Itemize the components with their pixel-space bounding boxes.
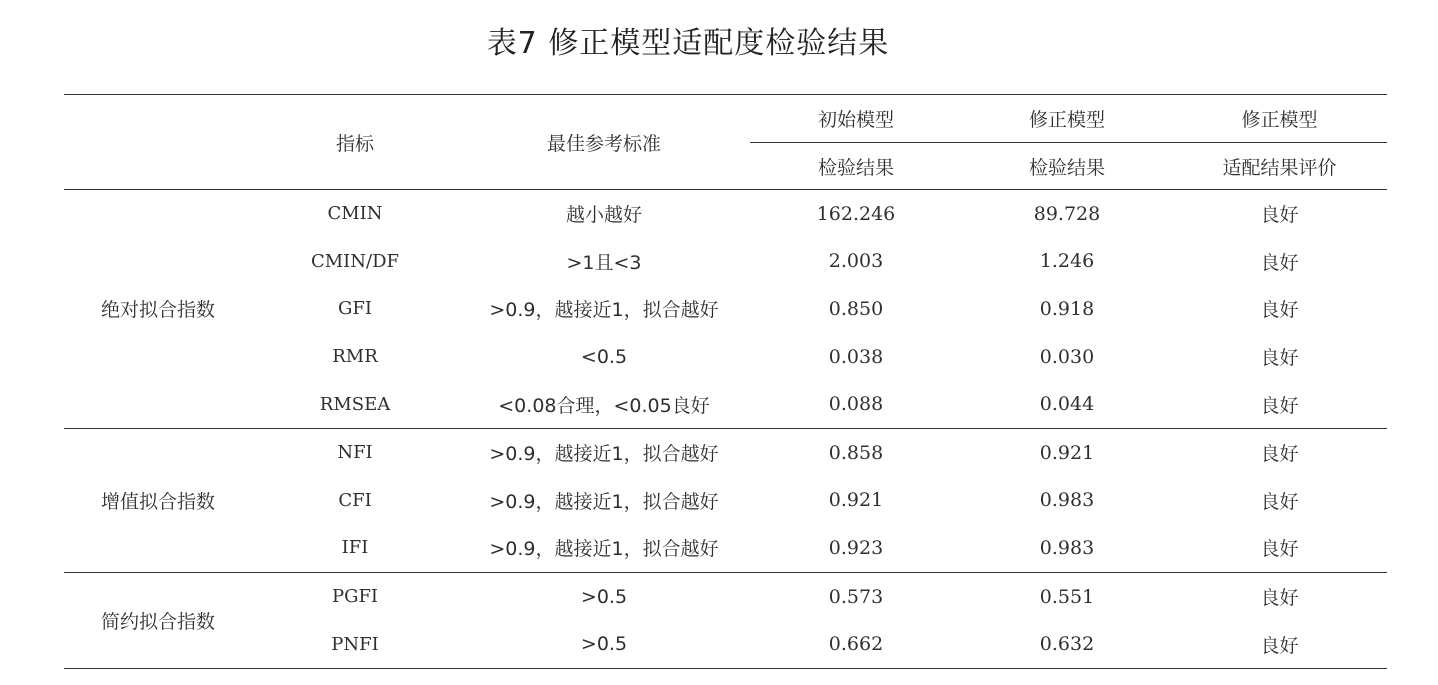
header-initial-bottom: 检验结果 [750, 143, 962, 190]
eval-cell: 良好 [1172, 620, 1387, 668]
revised-cell: 89.728 [1033, 202, 1101, 225]
indicator-cell: CMIN/DF [310, 250, 400, 272]
table-row [64, 238, 1387, 286]
header-revised-top: 修正模型 [962, 95, 1172, 143]
standard-cell: >0.5 [580, 585, 628, 608]
eval-cell: 良好 [1172, 524, 1387, 572]
initial-cell: 0.573 [828, 585, 884, 608]
table-row [64, 190, 1387, 238]
indicator-cell: PGFI [331, 586, 379, 608]
standard-cell: >0.9，越接近1，拟合越好 [489, 443, 719, 466]
standard-cell: <0.08合理，<0.05良好 [458, 380, 750, 428]
indicator-cell: CMIN [327, 203, 383, 225]
group-parsimony [64, 572, 1387, 668]
header-initial-top: 初始模型 [750, 95, 962, 143]
initial-cell: 0.858 [828, 441, 884, 464]
header-eval-top: 修正模型 [1172, 95, 1387, 143]
eval-cell: 良好 [1260, 443, 1299, 466]
table-header [64, 95, 1387, 190]
revised-cell: 0.983 [962, 524, 1172, 572]
revised-cell: 0.030 [1039, 345, 1095, 368]
standard-cell: >0.9，越接近1，拟合越好 [489, 490, 719, 513]
initial-cell: 0.923 [750, 524, 962, 572]
group-absolute [64, 190, 1387, 429]
eval-cell: 良好 [1260, 204, 1299, 227]
eval-cell: 良好 [1260, 299, 1299, 322]
initial-cell: 0.038 [828, 345, 884, 368]
fit-results-table [64, 94, 1387, 669]
table-row [64, 477, 1387, 525]
initial-cell: 0.921 [828, 489, 884, 512]
revised-cell: 0.918 [1039, 297, 1095, 320]
revised-cell: 1.246 [1039, 250, 1095, 273]
initial-cell: 0.850 [828, 297, 884, 320]
eval-cell: 良好 [1260, 347, 1299, 370]
group-incremental [64, 428, 1387, 572]
table-row [64, 620, 1387, 668]
eval-cell: 良好 [1260, 587, 1299, 610]
initial-cell: 0.662 [750, 620, 962, 668]
standard-cell: >0.9，越接近1，拟合越好 [458, 524, 750, 572]
category-label: 增值拟合指数 [64, 428, 252, 572]
indicator-cell: RMSEA [252, 380, 458, 428]
revised-cell: 0.921 [1039, 441, 1095, 464]
initial-cell: 2.003 [828, 250, 884, 273]
standard-cell: >0.9，越接近1，拟合越好 [489, 299, 719, 322]
table-row [64, 285, 1387, 333]
indicator-cell: IFI [252, 524, 458, 572]
initial-cell: 162.246 [816, 202, 896, 225]
initial-cell: 0.088 [750, 380, 962, 428]
category-label: 绝对拟合指数 [64, 190, 252, 429]
indicator-cell: RMR [332, 346, 378, 368]
table-row [64, 380, 1387, 428]
indicator-cell: PNFI [252, 620, 458, 668]
standard-cell: <0.5 [580, 345, 628, 368]
header-eval-bottom: 适配结果评价 [1172, 143, 1387, 190]
table-row [64, 428, 1387, 476]
table-title: 表7 修正模型适配度检验结果 [486, 26, 890, 61]
standard-cell: 越小越好 [565, 204, 642, 227]
table-row [64, 524, 1387, 572]
header-indicator: 指标 [252, 95, 458, 190]
indicator-cell: GFI [338, 298, 372, 320]
revised-cell: 0.044 [962, 380, 1172, 428]
eval-cell: 良好 [1172, 380, 1387, 428]
indicator-cell: NFI [337, 442, 373, 464]
eval-cell: 良好 [1260, 490, 1299, 513]
revised-cell: 0.983 [1039, 489, 1095, 512]
table-row [64, 333, 1387, 381]
header-revised-bottom: 检验结果 [962, 143, 1172, 190]
header-standard: 最佳参考标准 [458, 95, 750, 190]
revised-cell: 0.551 [1039, 585, 1095, 608]
standard-cell: >0.5 [458, 620, 750, 668]
standard-cell: >1且<3 [566, 251, 642, 274]
revised-cell: 0.632 [962, 620, 1172, 668]
table-row [64, 572, 1387, 620]
category-label: 简约拟合指数 [64, 572, 252, 668]
header-category [64, 95, 252, 190]
eval-cell: 良好 [1260, 251, 1299, 274]
indicator-cell: CFI [338, 489, 372, 511]
